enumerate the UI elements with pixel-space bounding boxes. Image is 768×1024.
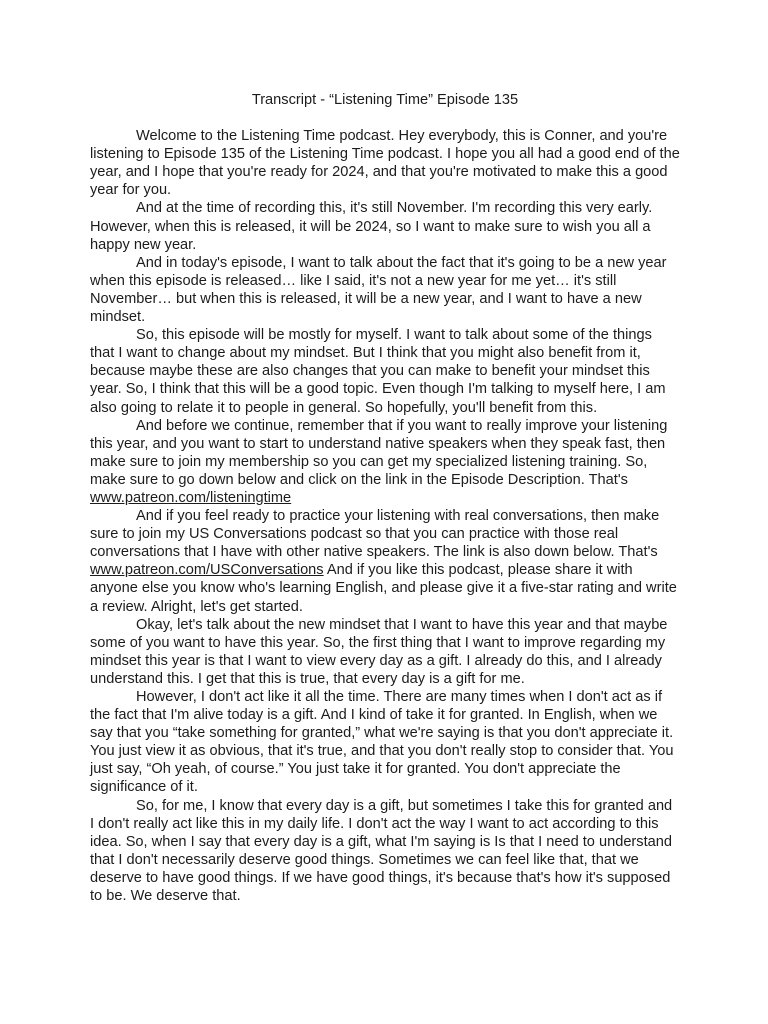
document-title: Transcript - “Listening Time” Episode 135 <box>251 92 519 108</box>
paragraph-3-text: And in today's episode, I want to talk about the fact that it's going to be a new year when this episode is released… like I said, it's not a new year for me yet… it's still November… but when this is released, it will be a new year, and I want to have a new mindset. <box>90 254 667 326</box>
paragraph-1 <box>90 127 680 199</box>
paragraph-8-text: However, I don't act like it all the time. There are many times when I don't act as if the fact that I'm alive today is a gift. And I kind of take it for granted. In English, when we say that you “take something for granted,” what we're saying is that you don't appreciate it. You just view it as obvious, that it's true, and that you don't really stop to consider that. You just say, “Oh yeah, of course.” You just take it for granted. You don't appreciate the significance of it. <box>90 689 674 796</box>
listeningtime-link[interactable]: www.patreon.com/listeningtime <box>90 489 292 506</box>
paragraph-9 <box>90 797 680 906</box>
paragraph-6-after: And if you like this podcast, please share it with anyone else you know who's learning English, and please give it a five-star rating and write a review. Alright, let's get started. <box>90 562 677 615</box>
paragraph-6 <box>90 507 680 616</box>
paragraph-2-text: And at the time of recording this, it's still November. I'm recording this very early. However, when this is released, it will be 2024, so I want to make sure to wish you all a happy new year. <box>90 200 653 253</box>
usconversations-link[interactable]: www.patreon.com/USConversations <box>90 562 324 579</box>
paragraph-2 <box>90 199 680 253</box>
paragraph-5-text: And before we continue, remember that if you want to really improve your listening this year, and you want to start to understand native speakers when they speak fast, then make sure to join my membership so you can get my specialized listening training. So, make sure to go down below and click on the link in the Episode Description. That's <box>90 417 668 488</box>
transcript-page <box>90 91 680 905</box>
paragraph-3 <box>90 254 680 326</box>
paragraph-4-text: So, this episode will be mostly for myself. I want to talk about some of the things that I want to change about my mindset. But I think that you might also benefit from it, because maybe these are also changes that you can make to benefit your mindset this year. So, I think that this will be a good topic. Even though I'm talking to myself here, I am also going to relate it to people in general. So hopefully, you'll benefit from this. <box>90 327 666 416</box>
paragraph-1-text: Welcome to the Listening Time podcast. Hey everybody, this is Conner, and you're listening to Episode 135 of the Listening Time podcast. I hope you all had a good end of the year, and I hope that you're ready for 2024, and that you're motivated to make this a good year for you. <box>90 128 680 199</box>
paragraph-6-text: And if you feel ready to practice your listening with real conversations, then make sure to join my US Conversations podcast so that you can practice with those real conversations that I have with other native speakers. The link is also down below. That's <box>90 508 660 561</box>
paragraph-7 <box>90 616 680 688</box>
paragraph-4 <box>90 326 680 416</box>
paragraph-9-text: So, for me, I know that every day is a gift, but sometimes I take this for granted and I don't really act like this in my daily life. I don't act the way I want to act according to this idea. So, when I say that every day is a gift, what I'm saying is Is that I need to understand that I don't necessarily deserve good things. Sometimes we can feel like that, that we deserve to have good things. If we have good things, it's because that's how it's supposed to be. We deserve that. <box>90 797 673 905</box>
paragraph-8 <box>90 688 680 797</box>
paragraph-7-text: Okay, let's talk about the new mindset that I want to have this year and that maybe some of you want to have this year. So, the first thing that I want to improve regarding my mindset this year is that I want to view every day as a gift. I already do this, and I already understand this. I get that this is true, that every day is a gift for me. <box>90 616 668 687</box>
paragraph-5 <box>90 417 680 507</box>
